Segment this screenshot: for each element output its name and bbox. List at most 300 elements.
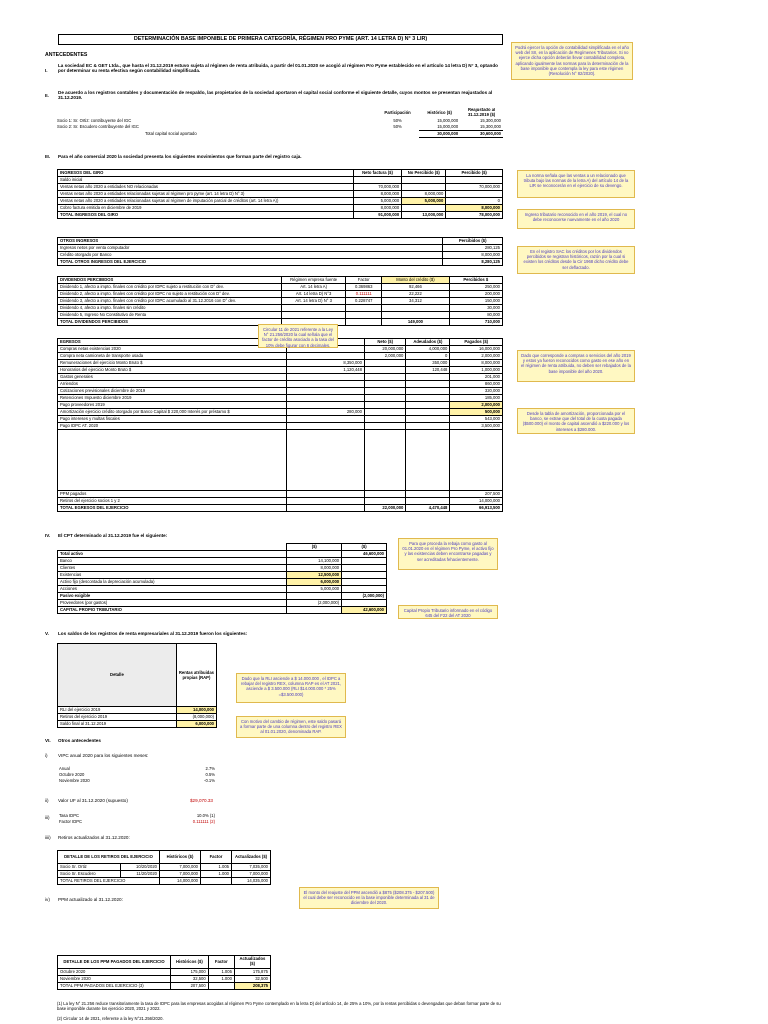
- table-cell: 8,000,000: [287, 565, 342, 572]
- table-cell: 5,000,000: [287, 586, 342, 593]
- empty-cell: [346, 305, 382, 312]
- col-historico: Histórico ($): [427, 110, 452, 115]
- table-cell: 2,000,000: [450, 402, 503, 409]
- table-cell: TOTAL PPM PAGADOS DEL EJERCICIO (3): [58, 983, 171, 990]
- empty-cell: [282, 312, 346, 319]
- table-cell: 15,000,000: [437, 118, 459, 123]
- empty-cell: [342, 600, 387, 607]
- table-cell: 2,000,000: [450, 353, 503, 360]
- table-row: [58, 707, 217, 714]
- table-cell: RLI del ejercicio 2019: [58, 707, 177, 714]
- uf-value: $29,070.33: [190, 798, 213, 803]
- table-cell: 280,000: [287, 409, 365, 416]
- table-header-row: [58, 956, 271, 969]
- item-i-text: VIPC anual 2020 para los siguientes meses:: [58, 753, 149, 758]
- empty-cell: [364, 423, 405, 430]
- table-cell: 2,000,000: [364, 353, 405, 360]
- empty-cell: [402, 205, 446, 212]
- table-cell: Arriendos: [58, 381, 287, 388]
- section-v-number: V.: [45, 631, 49, 636]
- note-rli-idpc: Dado que la RLI asciende a $ 14.000.000 , el IDPC a rebajar del registro REX, columna RAP es el AT 2021, asciende a $ 3.500.000 (RLI $14.000.000 * 25% =$3.500.000): [236, 673, 346, 703]
- empty-cell: [58, 430, 287, 491]
- empty-cell: [55, 108, 376, 118]
- table-cell: Neto ($): [364, 339, 405, 346]
- empty-cell: [406, 402, 450, 409]
- table-cell: Art. 14 letra A): [282, 284, 346, 291]
- table-cell: Crédito otorgado por Banco: [58, 252, 443, 259]
- table-cell: PPM pagados: [58, 491, 287, 498]
- empty-cell: [450, 430, 503, 491]
- table-row: [58, 284, 503, 291]
- empty-cell: [287, 593, 342, 600]
- table-cell: 12,500,000: [287, 572, 342, 579]
- table-cell: 185,000: [450, 395, 503, 402]
- table-cell: 2.7%: [205, 766, 215, 771]
- table-cell: Factor: [346, 277, 382, 284]
- table-cell: Dividendo 4, afecto a impto. finales sin crédito: [58, 305, 282, 312]
- table-row: [58, 305, 503, 312]
- note-circular-11: Circular 11 de 2021 referente a la Ley N° 21.256/2020 la cual señala que el factor de crédito asociado a la tasa del 10% debe figurar con 6 decimales.: [258, 324, 338, 348]
- table-cell: TOTAL DIVIDENDOS PERCIBIDOS: [58, 319, 282, 326]
- empty-cell: [287, 353, 365, 360]
- table-row: [58, 191, 503, 198]
- table-cell: 500,000: [450, 409, 503, 416]
- empty-cell: [287, 607, 342, 614]
- note-rebaja-gasto: Para que proceda la rebaja como gasto al 01.01.2020 en el régimen Pro Pyme, el activo fijo y las existencias deben encontrarse pagadas y ser acreditadas fehacientemente.: [398, 538, 498, 570]
- table-row: [58, 291, 503, 298]
- empty-cell: [346, 319, 382, 326]
- table-cell: 8,000,000: [450, 360, 503, 367]
- table-row: [58, 298, 503, 305]
- empty-cell: [402, 177, 446, 184]
- table-cell: Pasivo exigible: [58, 593, 287, 600]
- table-cell: ($): [287, 544, 342, 551]
- table-cell: 543,000: [450, 416, 503, 423]
- table-cell: Amortización ejercicio crédito otorgado por Banco Capital $ 220,000 Interés por préstamo $: [58, 409, 287, 416]
- table-row: [58, 423, 503, 430]
- table-cell: Ventas netas año 2020 a entidades relacionadas sujetas al régimen de imputación parcial de créditos (art. 14 letra A)): [58, 198, 354, 205]
- table-cell: INGRESOS DEL GIRO: [58, 170, 354, 177]
- table-row: [58, 864, 271, 871]
- empty-cell: [406, 430, 450, 491]
- table-row: [58, 558, 387, 565]
- table-cell: Percibidos ($): [443, 238, 503, 245]
- table-cell: Ventas netas año 2020 a entidades NO relacionadas: [58, 184, 354, 191]
- empty-cell: [406, 423, 450, 430]
- note-cpt-f22: Capital Propio Tributario informado en el código 645 del F22 del AT 2020: [398, 605, 498, 619]
- table-row: [58, 312, 503, 319]
- empty-cell: [402, 184, 446, 191]
- table-row: [57, 819, 217, 825]
- table-cell: 0.228747: [346, 298, 382, 305]
- ingresos-giro-table: [57, 169, 503, 219]
- table-cell: Total activo: [58, 551, 287, 558]
- table-cell: 8,000,000: [443, 252, 503, 259]
- table-cell: 10.0% (1): [196, 813, 215, 818]
- table-cell: 0.369863: [346, 284, 382, 291]
- table-cell: 0.5%: [205, 772, 215, 777]
- section-iii-number: III.: [45, 154, 51, 159]
- table-header-row: [58, 170, 503, 177]
- table-header-row: [58, 644, 217, 707]
- empty-cell: [364, 498, 405, 505]
- capital-table: [55, 108, 503, 138]
- table-cell: Percibidos $: [449, 277, 502, 284]
- table-cell: Socio Sr. Escudero: [58, 871, 121, 878]
- table-cell: 78,000,000: [446, 212, 503, 219]
- section-vi-number: VI.: [45, 738, 51, 743]
- table-cell: 14,000,000: [450, 498, 503, 505]
- table-cell: 7,000,000: [232, 871, 271, 878]
- table-cell: 70,000,000: [353, 184, 401, 191]
- table-cell: DETALLE DE LOS PPM PAGADOS DEL EJERCICIO: [58, 956, 171, 969]
- table-cell: 30,000: [449, 305, 502, 312]
- table-cell: OTROS INGRESOS: [58, 238, 443, 245]
- table-cell: 0.111111: [346, 291, 382, 298]
- note-contabilidad-simplificada: Podrá ejercer la opción de contabilidad simplificada en el año web del SII, en la aplicación de Regímenes Tributarios. Si no ejerce dicha opción deberán llevar contabilidad completa, aplicando igualmente las normas para la determinación de la base imponible que contempla la ley para este régimen (Resolución N° 82/2020).: [511, 42, 633, 80]
- table-cell: 42,600,000: [342, 607, 387, 614]
- table-cell: 8,000,000: [402, 191, 446, 198]
- table-cell: 0: [446, 198, 503, 205]
- table-cell: 7,000,000: [160, 871, 201, 878]
- table-cell: Socio 2: Sr. Escudero contribuyente del IGC: [57, 124, 139, 130]
- empty-cell: [287, 491, 365, 498]
- table-cell: 200,000: [449, 291, 502, 298]
- table-row: [58, 600, 387, 607]
- item-iiii-number: iiii): [45, 835, 51, 840]
- table-cell: 15,300,000: [480, 118, 501, 123]
- table-cell: 11/20/2020: [121, 871, 160, 878]
- empty-cell: [287, 395, 365, 402]
- table-cell: 32,500: [234, 976, 270, 983]
- empty-cell: [364, 381, 405, 388]
- table-cell: 5,000,000: [353, 198, 401, 205]
- table-cell: Cotizaciones previsionales diciembre de 2019: [58, 388, 287, 395]
- table-cell: 66,913,500: [450, 505, 503, 512]
- table-cell: Art. 14 letra D) N° 3: [282, 298, 346, 305]
- table-cell: 208,375: [234, 983, 270, 990]
- table-cell: TOTAL RETIROS DEL EJERCICIO: [58, 878, 160, 885]
- table-row: [58, 252, 503, 259]
- table-cell: Factor: [208, 956, 234, 969]
- table-cell: 250,000: [449, 284, 502, 291]
- table-cell: Rentas atribuidas propias (RAP): [176, 644, 216, 707]
- table-cell: 8,280,125: [443, 259, 503, 266]
- section-v-text: Los saldos de los registros de renta empresariales al 31.12.2019 fueron los siguientes:: [58, 631, 248, 636]
- table-cell: Actualizados ($): [234, 956, 270, 969]
- retiros-table: [57, 850, 271, 885]
- table-cell: 30,600,000: [460, 131, 503, 138]
- empty-cell: [406, 409, 450, 416]
- table-cell: Dividendo 5, Ingreso No Constitutivo de Renta: [58, 312, 282, 319]
- table-cell: (2,000,000): [342, 593, 387, 600]
- empty-cell: [406, 388, 450, 395]
- section-vi-title: Otros antecedentes: [58, 738, 101, 743]
- empty-cell: [446, 177, 503, 184]
- empty-cell: [364, 416, 405, 423]
- empty-cell: [406, 374, 450, 381]
- table-row: [58, 245, 503, 252]
- empty-cell: [353, 177, 401, 184]
- table-cell: Banco: [58, 558, 287, 565]
- table-row: [57, 778, 217, 784]
- table-cell: TOTAL EGRESOS DEL EJERCICIO: [58, 505, 287, 512]
- empty-cell: [406, 381, 450, 388]
- table-cell: 280,125: [443, 245, 503, 252]
- table-cell: ($): [342, 544, 387, 551]
- table-row: [58, 388, 503, 395]
- table-header-row: [58, 544, 387, 551]
- table-cell: 7,035,000: [232, 864, 271, 871]
- section-ii-text: De acuerdo a los registros contables y documentación de respaldo, las propietarios de la sociedad aportaron el capital social conforme el siguiente detalle, cuyos montos se presentan reajustados al 31.12.2019.: [58, 90, 493, 101]
- table-cell: Saldo inicial: [58, 177, 354, 184]
- table-cell: Socio 1: Sr. Ortiz: contribuyente del IGC: [57, 118, 132, 123]
- table-cell: 14,000,000: [176, 707, 216, 714]
- table-cell: 0.111111 (2): [192, 819, 215, 824]
- table-row: [58, 498, 503, 505]
- empty-cell: [446, 191, 503, 198]
- table-cell: Remuneraciones del ejercicio Monto Bruto $: [58, 360, 287, 367]
- table-total-row: [58, 505, 503, 512]
- empty-cell: [406, 416, 450, 423]
- table-cell: 1.000: [201, 871, 232, 878]
- table-header-row: [58, 430, 503, 491]
- table-cell: 80,000: [449, 312, 502, 319]
- table-row: [58, 721, 217, 728]
- table-cell: 22,222: [382, 291, 449, 298]
- table-cell: Anual: [59, 766, 70, 771]
- section-ii-number: II.: [45, 93, 49, 98]
- table-cell: Pago IDPC AT. 2020: [58, 423, 287, 430]
- empty-cell: [364, 409, 405, 416]
- table-cell: 150,000: [449, 298, 502, 305]
- empty-cell: [342, 579, 387, 586]
- table-cell: Actualizados ($): [232, 851, 271, 864]
- empty-cell: [406, 498, 450, 505]
- table-cell: 3,500,000: [450, 423, 503, 430]
- table-cell: Factor IDPC: [59, 819, 83, 824]
- empty-cell: [382, 305, 449, 312]
- table-row: [58, 367, 503, 374]
- table-cell: Existencias: [58, 572, 287, 579]
- table-cell: 46,600,000: [342, 551, 387, 558]
- table-cell: Tasa IDPC: [59, 813, 80, 818]
- table-cell: Ventas netas año 2020 a entidades relacionadas sujetas al régimen pro pyme (art. 14 letra D) N° 3): [58, 191, 354, 198]
- footnote-2: (2) Circular 14 de 2021, referente a la ley N°21.256/2020.: [57, 1016, 164, 1021]
- empty-cell: [406, 491, 450, 498]
- table-cell: Factor: [201, 851, 232, 864]
- table-cell: 1.000: [208, 976, 234, 983]
- table-cell: 30,000,000: [419, 131, 460, 138]
- table-total-row: [58, 259, 503, 266]
- table-cell: 13,000,000: [402, 212, 446, 219]
- table-cell: 5,000,000: [402, 198, 446, 205]
- table-cell: 175,875: [234, 969, 270, 976]
- table-cell: Compras netas existencias 2020: [58, 346, 287, 353]
- table-cell: TOTAL INGRESOS DEL GIRO: [58, 212, 354, 219]
- table-cell: 1,120,448: [287, 367, 365, 374]
- table-cell: Detalle: [58, 644, 177, 707]
- table-cell: 8,000,000: [446, 205, 503, 212]
- table-row: [58, 871, 271, 878]
- item-iv-number: iv): [45, 897, 50, 902]
- table-cell: 175,000: [171, 969, 209, 976]
- empty-cell: [287, 402, 365, 409]
- empty-cell: [342, 572, 387, 579]
- empty-cell: [376, 131, 419, 138]
- footnote-1: (1) La ley N° 21.256 reduce transitoriamente la tasa de IDPC para las empresas acogidas al régimen Pro Pyme contemplado en la letra D) del artículo 14, de 25% a 10%, por la rentas percibidas o devengadas que deban formar parte de su base imponible durante los ejercicio 2020, 2021 y 2022.: [57, 1001, 501, 1011]
- table-cell: 50%: [393, 124, 402, 130]
- empty-cell: [364, 395, 405, 402]
- table-header-row: [58, 851, 271, 864]
- table-cell: Octubre 2020: [59, 772, 85, 777]
- empty-cell: [287, 423, 365, 430]
- empty-cell: [287, 374, 365, 381]
- col-reajustado: Reajustado al 31.12.2019 ($): [467, 108, 496, 117]
- empty-cell: [287, 505, 365, 512]
- table-row: [58, 714, 217, 721]
- table-cell: Retiros del ejercicio 2019: [58, 714, 177, 721]
- item-ii-number: ii): [45, 798, 49, 803]
- table-cell: Octubre 2020: [58, 969, 171, 976]
- table-cell: 4,470,448: [406, 505, 450, 512]
- note-amortizacion: Desde la tabla de amortización, proporcionada por el banco, se extrae que del total de la cuota pagada ($500.000) el monto de capital ascendió a $220.000 y los intereses a $280.000.: [517, 408, 635, 434]
- table-cell: Proveedores (por gastos): [58, 600, 287, 607]
- empty-cell: [287, 551, 342, 558]
- table-cell: Neto factura ($): [353, 170, 401, 177]
- table-row: [58, 353, 503, 360]
- table-cell: Dividendo 2, afecto a impto. finales con crédito por IDPC no sujeto a restitución con D° dev.: [58, 291, 282, 298]
- item-iii-number: iii): [45, 815, 50, 820]
- dividendos-table: [57, 276, 503, 326]
- egresos-table: [57, 338, 503, 512]
- table-cell: 15,000,000: [437, 124, 459, 129]
- empty-cell: [364, 430, 405, 491]
- empty-cell: [364, 388, 405, 395]
- table-cell: 4,000,000: [406, 346, 450, 353]
- section-iv-text: El CPT determinado al 31.12.2019 fue el siguiente:: [58, 533, 168, 538]
- table-cell: DETALLE DE LOS RETIROS DEL EJERCICIO: [58, 851, 160, 864]
- table-cell: 22,000,000: [364, 505, 405, 512]
- table-cell: 8,000,000: [353, 205, 401, 212]
- table-cell: Saldo final al 31.12.2019: [58, 721, 177, 728]
- empty-cell: [382, 312, 449, 319]
- table-cell: Históricos ($): [171, 956, 209, 969]
- col-participacion: Participación: [384, 110, 411, 115]
- table-cell: No Percibido ($): [402, 170, 446, 177]
- table-cell: Adeudados ($): [406, 339, 450, 346]
- table-cell: Art. 14 letra D) N°3: [282, 291, 346, 298]
- table-cell: 91,000,000: [353, 212, 401, 219]
- table-total-row: [58, 212, 503, 219]
- item-i-number: i): [45, 753, 48, 758]
- idpc-table: [57, 813, 217, 825]
- table-row: [58, 381, 503, 388]
- cpt-table: [57, 543, 387, 614]
- table-cell: (2,000,000): [287, 600, 342, 607]
- empty-cell: [287, 498, 365, 505]
- table-cell: 92,466: [382, 284, 449, 291]
- table-cell: Retiros del ejercicio socios 1 y 2: [58, 498, 287, 505]
- table-cell: 14,100,000: [287, 558, 342, 565]
- table-row: [58, 586, 387, 593]
- table-cell: 7,000,000: [160, 864, 201, 871]
- table-cell: DIVIDENDOS PERCIBIDOS: [58, 277, 282, 284]
- table-cell: Monto del crédito ($): [382, 277, 449, 284]
- table-cell: 15,300,000: [480, 124, 501, 129]
- table-cell: 320,000: [450, 388, 503, 395]
- table-cell: 207,500: [450, 491, 503, 498]
- note-compras-2019: Dado que corresponde a compras o servicios del año 2019 y estos ya fueron reconocidos como gasto en ese año en el régimen de renta atribuida, no deben ser rebajados de la base imponible del año 2020.: [517, 350, 635, 382]
- table-cell: 860,000: [450, 381, 503, 388]
- table-row: [58, 409, 503, 416]
- table-cell: 10/20/2020: [121, 864, 160, 871]
- item-iv-text: PPM actualizado al 31.12.2020:: [58, 897, 123, 902]
- table-row: [58, 572, 387, 579]
- empty-cell: [208, 983, 234, 990]
- section-i-number: I.: [45, 68, 48, 73]
- table-cell: Dividendo 3, afecto a impto. finales con crédito por IDPC acumulado al 31.12.2016 con D° dev.: [58, 298, 282, 305]
- table-cell: 1.005: [201, 864, 232, 871]
- table-cell: Clientes: [58, 565, 287, 572]
- table-cell: 14,000,000: [160, 878, 201, 885]
- table-header-row: [55, 108, 503, 118]
- table-cell: 50%: [393, 118, 402, 123]
- table-row: [58, 198, 503, 205]
- table-cell: 149,000: [382, 319, 449, 326]
- table-row: [58, 360, 503, 367]
- empty-cell: [201, 878, 232, 885]
- table-cell: Gastos generales: [58, 374, 287, 381]
- note-dividendos-sac: En el registro SAC los créditos por los dividendos percibidos se registran históricos, razón por la cual si existen los créditos desde la Cir 1968 dicho crédito debe ser deflactado.: [517, 246, 635, 274]
- table-cell: Cobro factura emitida en diciembre de 2019: [58, 205, 354, 212]
- table-cell: Pagados ($): [450, 339, 503, 346]
- table-cell: 6,000,000: [287, 579, 342, 586]
- antecedentes-heading: ANTECEDENTES: [45, 52, 88, 58]
- note-saldo-rap: Con motivo del cambio de régimen, este saldo pasará a formar parte de una columna dentro del registro REX al 01.01.2020, denominada RAP.: [236, 716, 346, 738]
- note-ingreso-2019: Ingreso tributario reconocido en el año 2019, el cual no debe reconocerse nuevamente en el año 2020: [517, 209, 635, 229]
- empty-cell: [58, 544, 287, 551]
- table-row: [58, 579, 387, 586]
- vipc-table: [57, 766, 217, 784]
- table-cell: 710,000: [449, 319, 502, 326]
- empty-cell: [342, 565, 387, 572]
- table-row: [58, 374, 503, 381]
- table-cell: 32,500: [171, 976, 209, 983]
- table-row: [58, 395, 503, 402]
- table-cell: CAPITAL PROPIO TRIBUTARIO: [58, 607, 287, 614]
- table-cell: 8,350,000: [287, 360, 365, 367]
- empty-cell: [342, 586, 387, 593]
- page-title: DETERMINACIÓN BASE IMPONIBLE DE PRIMERA CATEGORÍA, RÉGIMEN PRO PYME (ART. 14 LETRA D) N° 3 LIR): [58, 34, 503, 45]
- table-cell: -0.1%: [204, 778, 215, 783]
- empty-cell: [342, 558, 387, 565]
- empty-cell: [364, 360, 405, 367]
- empty-cell: [287, 430, 365, 491]
- table-cell: Acciones: [58, 586, 287, 593]
- table-cell: 201,000: [450, 374, 503, 381]
- empty-cell: [346, 312, 382, 319]
- empty-cell: [364, 367, 405, 374]
- note-reajuste-ppm: El monto del reajuste del PPM ascendió a $875 ($208.375 - $207.500) el cual debe ser reconocido en la base imponible determinada al 31 de diciembre del 2020.: [299, 887, 439, 909]
- table-cell: 70,000,000: [446, 184, 503, 191]
- table-cell: Históricos ($): [160, 851, 201, 864]
- table-row: [58, 402, 503, 409]
- table-cell: EGRESOS: [58, 339, 287, 346]
- table-cell: 6,000,000: [176, 721, 216, 728]
- table-cell: Retenciones Impuesto diciembre 2019: [58, 395, 287, 402]
- table-row: [58, 205, 503, 212]
